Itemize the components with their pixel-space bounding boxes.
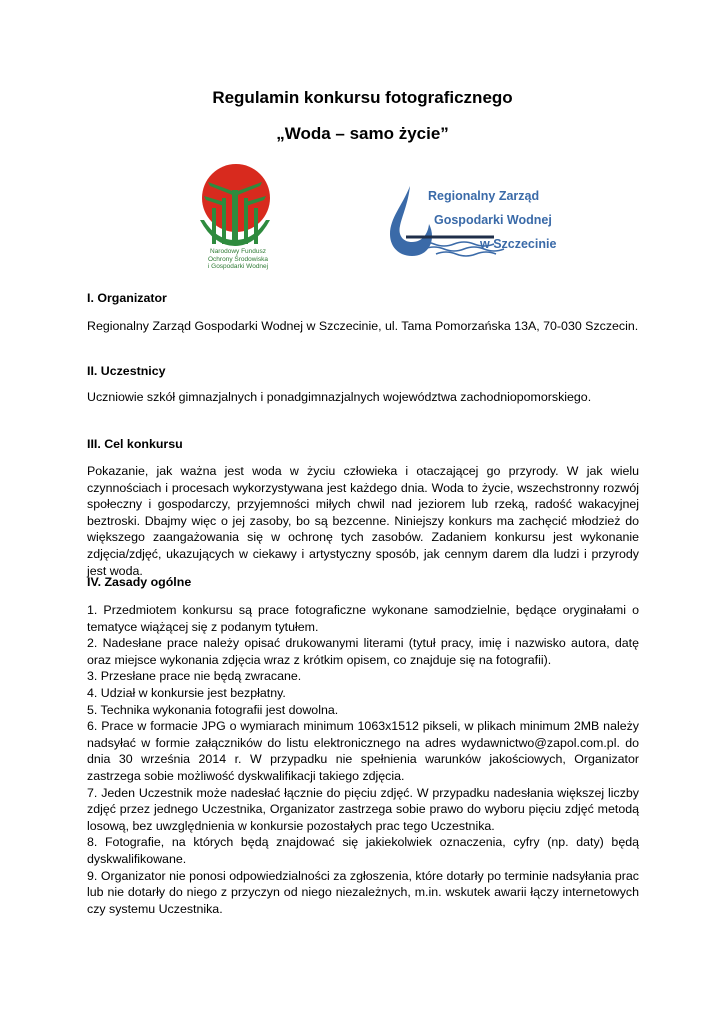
nfos-caption-line: Ochrony Środowiska: [208, 255, 268, 263]
section-text-goal: Pokazanie, jak ważna jest woda w życiu człowieka i otaczającej go przyrody. W jak wielu czynnościach i procesach wykorzystywana jest każdego dnia. Woda to życie, wszechstronny rozwój społeczny i gospodarczy, przyjemności miłych chwil nad jeziorem lub rzeką, radość wakacyjnej beztroski. Dbajmy więc o jej zasoby, bo są bezcenne. Niniejszy konkurs ma zachęcić młodzież do większego zaangażowania się w ochronę tych zasobów. Zadaniem konkursu jest wykonanie zdjęcia/zdjęć, ukazujących w ciekawy i artystyczny sposób, jak cennym darem dla ludzi i przyrody jest woda.: [87, 464, 639, 578]
section-heading-participants: II. Uczestnicy: [87, 364, 166, 378]
rules-list: [87, 602, 639, 917]
list-item: 1. Przedmiotem konkursu są prace fotograficzne wykonane samodzielnie, będące oryginałami o tematyce wiążącej się z podanym tytułem.: [87, 603, 639, 634]
section-heading-organizer: I. Organizator: [87, 291, 167, 305]
rzgw-line-2: Gospodarki Wodnej: [434, 213, 552, 227]
section-heading-goal: III. Cel konkursu: [87, 437, 183, 451]
page-title: Regulamin konkursu fotograficznego: [212, 88, 513, 107]
page-subtitle: „Woda – samo życie”: [276, 124, 449, 143]
list-item: 5. Technika wykonania fotografii jest dowolna.: [87, 702, 339, 717]
nfos-caption-line: Narodowy Fundusz: [210, 248, 266, 255]
list-item: 3. Przesłane prace nie będą zwracane.: [87, 669, 302, 684]
list-item: 2. Nadesłane prace należy opisać drukowanymi literami (tytuł pracy, imię i nazwisko autora, datę oraz miejsce wykonania zdjęcia wraz z krótkim opisem, co znajduje się na fotografii).: [87, 636, 639, 667]
rzgw-line-1: Regionalny Zarząd: [428, 189, 540, 203]
nfos-caption: [196, 248, 280, 271]
rzgw-line-3: w Szczecinie: [480, 237, 557, 251]
list-item: 8. Fotografie, na których będą znajdować się jakiekolwiek oznaczenia, cyfry (np. daty) będą dyskwalifikowane.: [87, 835, 639, 866]
list-item: 4. Udział w konkursie jest bezpłatny.: [87, 685, 286, 700]
list-item: 6. Prace w formacie JPG o wymiarach minimum 1063x1512 pikseli, w plikach minimum 2MB należy nadsyłać w formie załączników do listu elektronicznego na adres wydawnictwo@zapol.com.pl. do dnia 30 września 2014 r. W przypadku nie spełnienia warunków jakościowych, Organizator zastrzega sobie możliwość dyskwalifikacji takiego zdjęcia.: [87, 719, 639, 783]
list-item: 7. Jeden Uczestnik może nadesłać łącznie do pięciu zdjęć. W przypadku nadesłania większej liczby zdjęć przez jednego Uczestnika, Organizator zastrzega sobie prawo do wyboru pięciu zdjęć metodą losową, bez uwzględnienia w konkursie pozostałych prac tego Uczestnika.: [87, 785, 639, 833]
rzgw-logo: [384, 182, 574, 262]
nfos-caption-line: i Gospodarki Wodnej: [207, 263, 269, 270]
section-text-participants: Uczniowie szkół gimnazjalnych i ponadgimnazjalnych województwa zachodniopomorskiego.: [87, 390, 592, 404]
list-item: 9. Organizator nie ponosi odpowiedzialności za zgłoszenia, które dotarły po terminie nadsyłania prac lub nie dotarły do niego z przyczyn od niego niezależnych, m.in. wskutek awarii łączy internetowych czy systemu Uczestnika.: [87, 868, 639, 916]
section-heading-rules: IV. Zasady ogólne: [87, 575, 192, 589]
section-text-organizer: Regionalny Zarząd Gospodarki Wodnej w Szczecinie, ul. Tama Pomorzańska 13A, 70-030 Szczecin.: [87, 319, 639, 333]
